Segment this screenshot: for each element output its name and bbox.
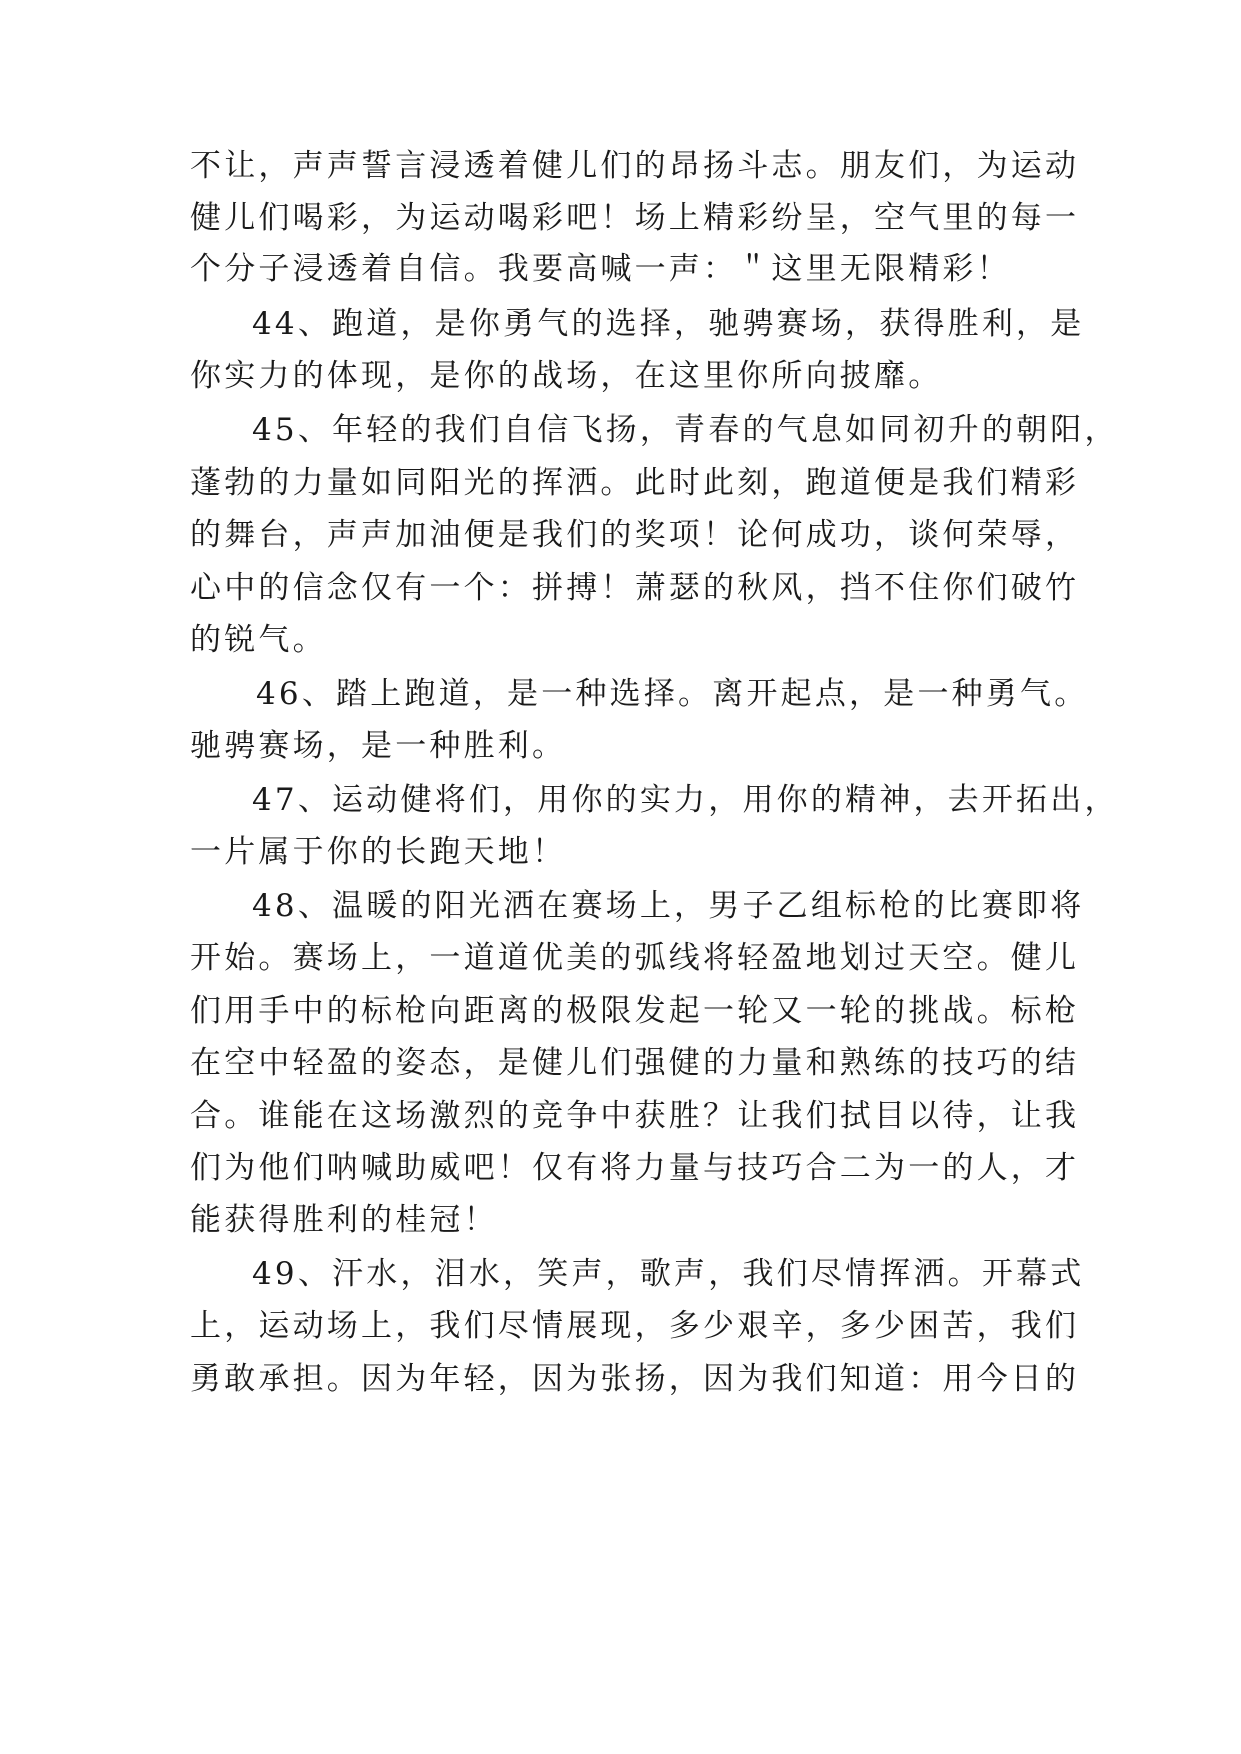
text-line: 开始。赛场上，一道道优美的弧线将轻盈地划过天空。健儿	[190, 940, 1080, 976]
text-line: 个分子浸透着自信。我要高喊一声：＂这里无限精彩！	[190, 251, 1011, 287]
text-line: 的舞台，声声加油便是我们的奖项！论何成功，谈何荣辱，	[190, 517, 1080, 553]
text-line: 心中的信念仅有一个：拼搏！萧瑟的秋风，挡不住你们破竹	[190, 570, 1080, 606]
text-line: 健儿们喝彩，为运动喝彩吧！场上精彩纷呈，空气里的每一	[190, 200, 1080, 236]
text-line: 蓬勃的力量如同阳光的挥洒。此时此刻，跑道便是我们精彩	[190, 465, 1080, 501]
text-line: 勇敢承担。因为年轻，因为张扬，因为我们知道：用今日的	[190, 1361, 1080, 1397]
text-line: 驰骋赛场，是一种胜利。	[190, 728, 567, 764]
paragraph-47-start: 47、运动健将们，用你的实力，用你的精神，去开拓出，	[252, 782, 1119, 818]
text-line: 不让，声声誓言浸透着健儿们的昂扬斗志。朋友们，为运动	[190, 148, 1080, 184]
text-line: 们用手中的标枪向距离的极限发起一轮又一轮的挑战。标枪	[190, 993, 1080, 1029]
text-line: 你实力的体现，是你的战场，在这里你所向披靡。	[190, 358, 943, 394]
text-line: 合。谁能在这场激烈的竞争中获胜？让我们拭目以待，让我	[190, 1098, 1080, 1134]
paragraph-45-start: 45、年轻的我们自信飞扬，青春的气息如同初升的朝阳，	[252, 412, 1119, 448]
paragraph-48-start: 48、温暖的阳光洒在赛场上，男子乙组标枪的比赛即将	[252, 888, 1085, 924]
paragraph-49-start: 49、汗水，泪水，笑声，歌声，我们尽情挥洒。开幕式	[252, 1256, 1085, 1292]
text-line: 们为他们呐喊助威吧！仅有将力量与技巧合二为一的人，才	[190, 1150, 1080, 1186]
paragraph-44-start: 44、跑道，是你勇气的选择，驰骋赛场，获得胜利，是	[252, 306, 1085, 342]
text-line: 在空中轻盈的姿态，是健儿们强健的力量和熟练的技巧的结	[190, 1045, 1080, 1081]
text-line: 上，运动场上，我们尽情展现，多少艰辛，多少困苦，我们	[190, 1308, 1080, 1344]
text-line: 能获得胜利的桂冠！	[190, 1202, 498, 1238]
paragraph-46-start: 46、踏上跑道，是一种选择。离开起点，是一种勇气。	[256, 676, 1089, 712]
text-line: 一片属于你的长跑天地！	[190, 834, 567, 870]
text-line: 的锐气。	[190, 622, 327, 658]
